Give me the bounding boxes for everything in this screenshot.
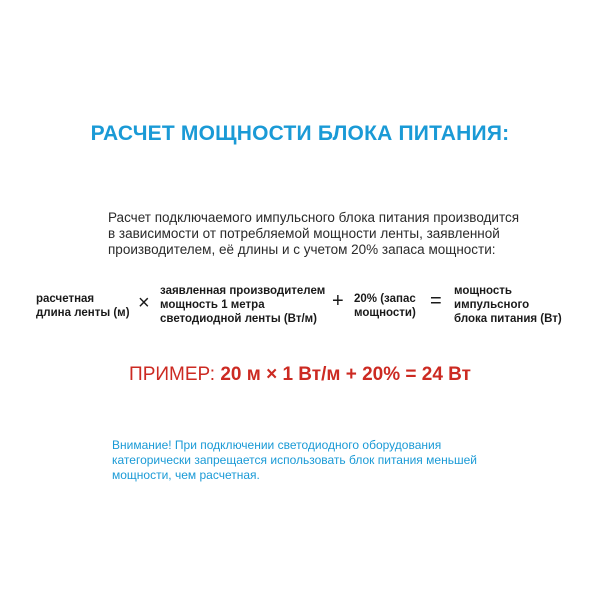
warning-line: мощности, чем расчетная. bbox=[112, 468, 260, 482]
warning-line: Внимание! При подключении светодиодного оборудования bbox=[112, 438, 442, 452]
warning-line: категорически запрещается использовать блок питания меньшей bbox=[112, 453, 477, 467]
warning-note bbox=[112, 438, 512, 483]
equals-sign: = bbox=[430, 290, 442, 312]
example-label: ПРИМЕР: bbox=[129, 364, 216, 385]
formula-term-length bbox=[36, 292, 136, 320]
example-line bbox=[0, 364, 600, 386]
formula-term-line: мощность 1 метра bbox=[160, 299, 265, 311]
multiply-sign: × bbox=[138, 292, 150, 314]
formula-term-reserve bbox=[354, 292, 432, 320]
intro-line: производителем, её длины и с учетом 20% запаса мощности: bbox=[108, 242, 496, 257]
formula-term-line: светодиодной ленты (Вт/м) bbox=[160, 313, 317, 325]
formula-term-line: длина ленты (м) bbox=[36, 307, 130, 319]
intro-line: в зависимости от потребляемой мощности ленты, заявленной bbox=[108, 226, 500, 241]
formula-term-line: заявленная производителем bbox=[160, 285, 326, 297]
formula-term-result bbox=[454, 284, 574, 326]
formula-term-line: импульсного bbox=[454, 299, 530, 311]
formula-term-line: расчетная bbox=[36, 293, 95, 305]
intro-paragraph bbox=[108, 210, 528, 258]
formula-term-line: блока питания (Вт) bbox=[454, 313, 562, 325]
plus-sign: + bbox=[332, 290, 344, 312]
formula-term-line: мощности) bbox=[354, 307, 416, 319]
formula bbox=[36, 284, 576, 334]
intro-line: Расчет подключаемого импульсного блока питания производится bbox=[108, 210, 520, 225]
formula-term-line: 20% (запас bbox=[354, 293, 416, 305]
example-value: 20 м × 1 Вт/м + 20% = 24 Вт bbox=[220, 364, 471, 385]
formula-term-power-per-meter bbox=[160, 284, 330, 326]
formula-term-line: мощность bbox=[454, 285, 512, 297]
page-title: РАСЧЕТ МОЩНОСТИ БЛОКА ПИТАНИЯ: bbox=[90, 122, 510, 145]
